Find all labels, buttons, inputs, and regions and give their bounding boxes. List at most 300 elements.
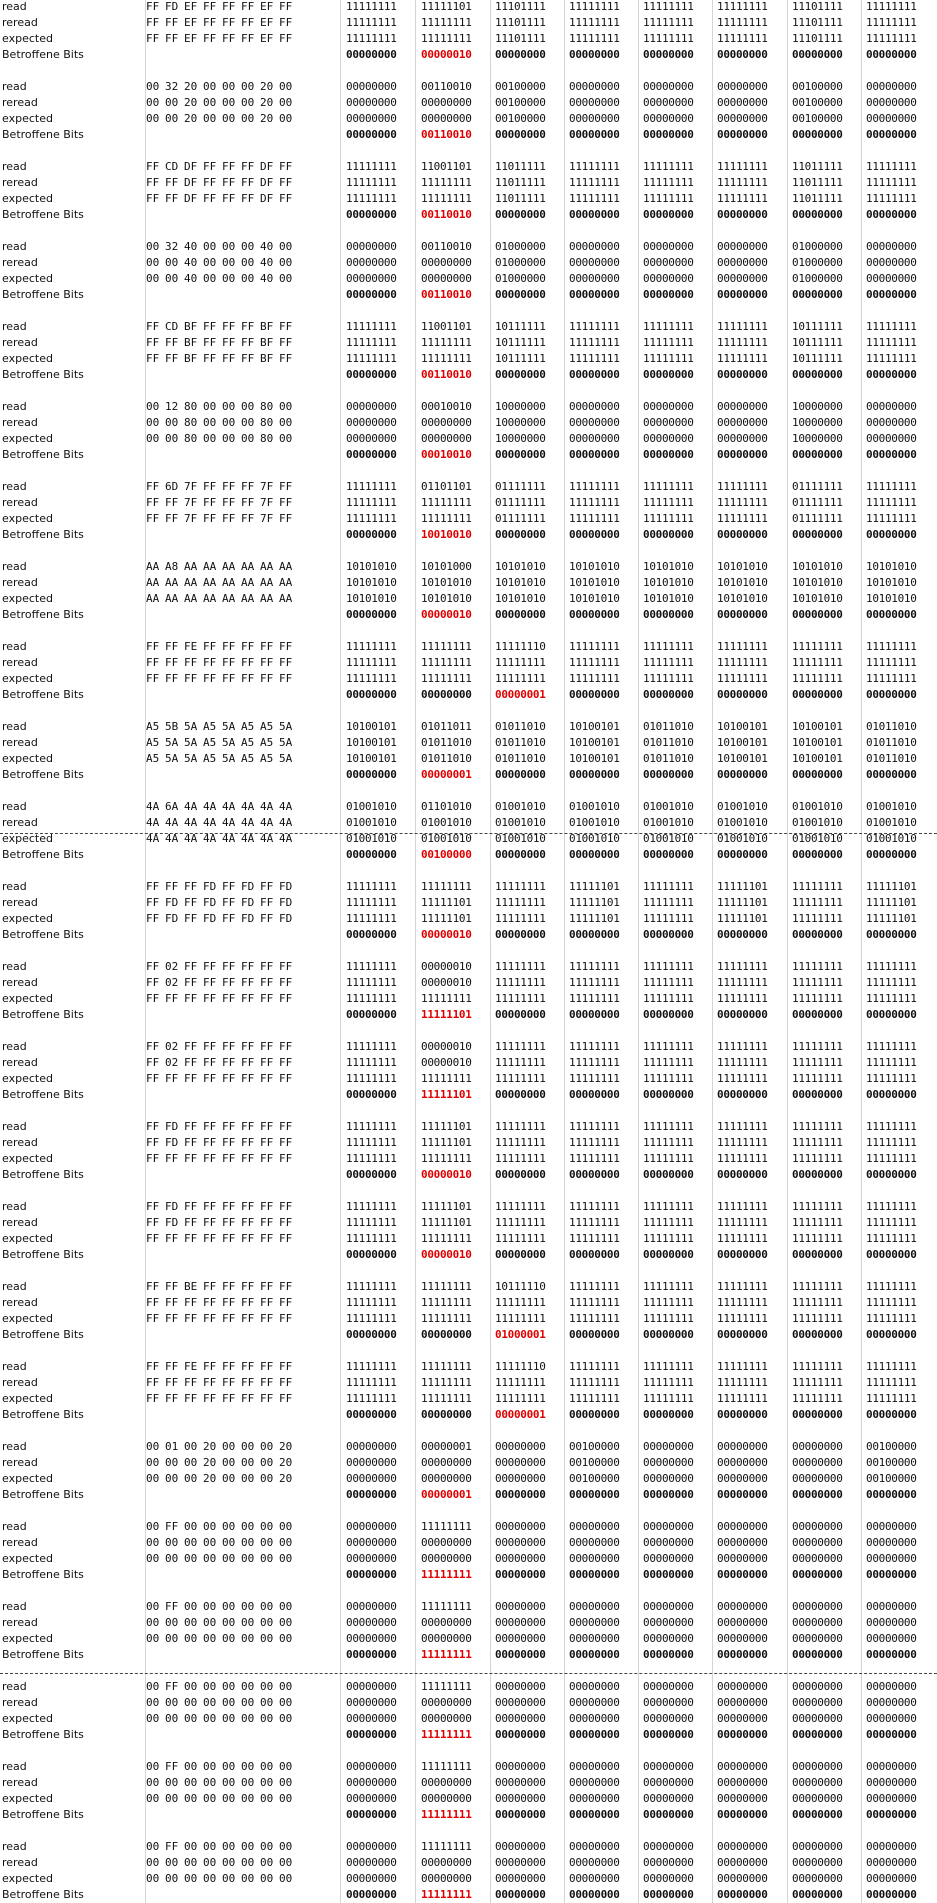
binary-cell[interactable]: 10100101 <box>569 752 620 765</box>
binary-cell[interactable]: 00000000 <box>792 1472 843 1485</box>
hex-cell[interactable]: 20 <box>279 1472 293 1485</box>
hex-cell[interactable]: FF <box>165 1312 179 1325</box>
row-label[interactable]: expected <box>2 352 53 365</box>
diff-bits-cell[interactable]: 00000000 <box>792 848 843 861</box>
row-label[interactable]: reread <box>2 16 38 29</box>
hex-cell[interactable]: FD <box>165 1216 179 1229</box>
hex-cell[interactable]: FF <box>203 1200 217 1213</box>
binary-cell[interactable]: 11111111 <box>866 176 917 189</box>
binary-cell[interactable]: 11111111 <box>792 672 843 685</box>
hex-cell[interactable]: 02 <box>165 976 179 989</box>
diff-bits-cell[interactable]: 00000000 <box>792 288 843 301</box>
binary-cell[interactable]: 11111101 <box>421 1120 472 1133</box>
binary-cell[interactable]: 10101010 <box>346 576 397 589</box>
binary-cell[interactable]: 11111101 <box>717 912 768 925</box>
diff-bits-cell[interactable]: 00000000 <box>346 1488 397 1501</box>
binary-cell[interactable]: 11111111 <box>569 1280 620 1293</box>
binary-cell[interactable]: 11111111 <box>866 1376 917 1389</box>
hex-cell[interactable]: BF <box>260 352 274 365</box>
binary-cell[interactable]: 00000000 <box>421 432 472 445</box>
hex-cell[interactable]: FF <box>184 1152 198 1165</box>
diff-bits-cell[interactable]: 00110010 <box>421 288 472 301</box>
hex-cell[interactable]: BF <box>260 336 274 349</box>
hex-cell[interactable]: 00 <box>241 80 255 93</box>
hex-cell[interactable]: FF <box>222 1136 236 1149</box>
diff-bits-cell[interactable]: 00000000 <box>792 528 843 541</box>
binary-cell[interactable]: 11111111 <box>717 496 768 509</box>
hex-cell[interactable]: FF <box>184 1216 198 1229</box>
binary-cell[interactable]: 11011111 <box>495 192 546 205</box>
hex-cell[interactable]: 00 <box>165 256 179 269</box>
hex-cell[interactable]: FF <box>203 960 217 973</box>
hex-cell[interactable]: FF <box>203 1392 217 1405</box>
hex-cell[interactable]: FF <box>184 912 198 925</box>
hex-cell[interactable]: FF <box>146 672 160 685</box>
binary-cell[interactable]: 10101010 <box>717 576 768 589</box>
binary-cell[interactable]: 01001010 <box>717 800 768 813</box>
hex-cell[interactable]: 00 <box>184 1520 198 1533</box>
binary-cell[interactable]: 10100101 <box>346 720 397 733</box>
diff-bits-cell[interactable]: 00000000 <box>569 608 620 621</box>
binary-cell[interactable]: 11111111 <box>792 1312 843 1325</box>
binary-cell[interactable]: 11111111 <box>866 1216 917 1229</box>
binary-cell[interactable]: 11111111 <box>717 1216 768 1229</box>
hex-cell[interactable]: BF <box>260 320 274 333</box>
binary-cell[interactable]: 11111111 <box>792 912 843 925</box>
hex-cell[interactable]: FF <box>165 352 179 365</box>
binary-cell[interactable]: 10100101 <box>717 736 768 749</box>
binary-cell[interactable]: 10111111 <box>792 352 843 365</box>
hex-cell[interactable]: 5A <box>279 736 293 749</box>
binary-cell[interactable]: 11111111 <box>346 496 397 509</box>
hex-cell[interactable]: FF <box>146 1056 160 1069</box>
diff-bits-cell[interactable]: 00000000 <box>866 1008 917 1021</box>
binary-cell[interactable]: 11101111 <box>495 32 546 45</box>
binary-cell[interactable]: 11111101 <box>866 912 917 925</box>
binary-cell[interactable]: 00000000 <box>346 400 397 413</box>
hex-cell[interactable]: AA <box>241 576 255 589</box>
diff-bits-cell[interactable]: 00000000 <box>495 1008 546 1021</box>
hex-cell[interactable]: FF <box>165 1072 179 1085</box>
hex-cell[interactable]: FF <box>279 1312 293 1325</box>
diff-bits-cell[interactable]: 00000000 <box>717 128 768 141</box>
diff-bits-cell[interactable]: 00000000 <box>346 1328 397 1341</box>
hex-cell[interactable]: FF <box>260 1152 274 1165</box>
binary-cell[interactable]: 11111111 <box>569 1216 620 1229</box>
hex-cell[interactable]: A5 <box>241 720 255 733</box>
binary-cell[interactable]: 01001010 <box>346 816 397 829</box>
binary-cell[interactable]: 11111111 <box>346 656 397 669</box>
binary-cell[interactable]: 00000000 <box>421 1872 472 1885</box>
binary-cell[interactable]: 00000000 <box>495 1792 546 1805</box>
hex-cell[interactable]: FD <box>203 896 217 909</box>
hex-cell[interactable]: A5 <box>146 752 160 765</box>
diff-bits-cell[interactable]: 00000000 <box>643 208 694 221</box>
hex-cell[interactable]: 00 <box>279 1856 293 1869</box>
hex-cell[interactable]: 00 <box>279 1712 293 1725</box>
binary-cell[interactable]: 00000000 <box>495 1840 546 1853</box>
hex-cell[interactable]: 4A <box>222 800 236 813</box>
diff-bits-cell[interactable]: 00000000 <box>643 1168 694 1181</box>
binary-cell[interactable]: 11111111 <box>717 1040 768 1053</box>
binary-cell[interactable]: 00000000 <box>346 1552 397 1565</box>
binary-cell[interactable]: 11111111 <box>792 896 843 909</box>
row-label[interactable]: Betroffene Bits <box>2 1248 84 1261</box>
diff-bits-cell[interactable]: 00000000 <box>495 1088 546 1101</box>
hex-cell[interactable]: 00 <box>184 1696 198 1709</box>
binary-cell[interactable]: 00000000 <box>421 1792 472 1805</box>
hex-cell[interactable]: FF <box>184 992 198 1005</box>
hex-cell[interactable]: 20 <box>203 1456 217 1469</box>
hex-cell[interactable]: AA <box>279 576 293 589</box>
hex-cell[interactable]: FF <box>146 1376 160 1389</box>
binary-cell[interactable]: 00000000 <box>346 80 397 93</box>
hex-cell[interactable]: FF <box>260 640 274 653</box>
diff-bits-cell[interactable]: 00000000 <box>866 1568 917 1581</box>
binary-cell[interactable]: 01001010 <box>792 832 843 845</box>
hex-cell[interactable]: BF <box>184 352 198 365</box>
hex-cell[interactable]: 00 <box>184 1456 198 1469</box>
hex-cell[interactable]: 4A <box>184 800 198 813</box>
hex-cell[interactable]: FD <box>203 912 217 925</box>
diff-bits-cell[interactable]: 11111111 <box>421 1648 472 1661</box>
hex-cell[interactable]: 4A <box>241 816 255 829</box>
row-label[interactable]: reread <box>2 976 38 989</box>
binary-cell[interactable]: 10101010 <box>569 560 620 573</box>
binary-cell[interactable]: 00000000 <box>643 1792 694 1805</box>
diff-bits-cell[interactable]: 01000001 <box>495 1328 546 1341</box>
binary-cell[interactable]: 11111110 <box>495 640 546 653</box>
binary-cell[interactable]: 00000000 <box>346 1696 397 1709</box>
binary-cell[interactable]: 00000000 <box>643 1776 694 1789</box>
hex-cell[interactable]: A5 <box>260 752 274 765</box>
binary-cell[interactable]: 11111111 <box>643 1392 694 1405</box>
hex-cell[interactable]: FF <box>260 1056 274 1069</box>
binary-cell[interactable]: 01001010 <box>569 800 620 813</box>
binary-cell[interactable]: 01111111 <box>792 480 843 493</box>
diff-bits-cell[interactable]: 00000000 <box>346 688 397 701</box>
row-label[interactable]: Betroffene Bits <box>2 1728 84 1741</box>
hex-cell[interactable]: 00 <box>260 1520 274 1533</box>
hex-cell[interactable]: 4A <box>203 816 217 829</box>
hex-cell[interactable]: 80 <box>260 432 274 445</box>
binary-cell[interactable]: 00000000 <box>346 1776 397 1789</box>
binary-cell[interactable]: 11111111 <box>421 1360 472 1373</box>
hex-cell[interactable]: 00 <box>146 1680 160 1693</box>
row-label[interactable]: Betroffene Bits <box>2 288 84 301</box>
hex-cell[interactable]: 20 <box>260 96 274 109</box>
binary-cell[interactable]: 11111111 <box>643 320 694 333</box>
diff-bits-cell[interactable]: 00000000 <box>346 208 397 221</box>
binary-cell[interactable]: 11111111 <box>346 1360 397 1373</box>
hex-cell[interactable]: DF <box>184 192 198 205</box>
hex-cell[interactable]: FF <box>146 1216 160 1229</box>
binary-cell[interactable]: 00000000 <box>717 1792 768 1805</box>
diff-bits-cell[interactable]: 00000000 <box>421 1408 472 1421</box>
hex-cell[interactable]: BF <box>184 336 198 349</box>
binary-cell[interactable]: 11111111 <box>792 1056 843 1069</box>
binary-cell[interactable]: 11111111 <box>421 336 472 349</box>
binary-cell[interactable]: 11111111 <box>421 1232 472 1245</box>
diff-bits-cell[interactable]: 00000000 <box>866 288 917 301</box>
hex-cell[interactable]: FF <box>165 1520 179 1533</box>
hex-cell[interactable]: FF <box>203 1280 217 1293</box>
row-label[interactable]: read <box>2 480 27 493</box>
binary-cell[interactable]: 00000000 <box>569 416 620 429</box>
diff-bits-cell[interactable]: 00000000 <box>643 688 694 701</box>
binary-cell[interactable]: 11111111 <box>569 32 620 45</box>
binary-cell[interactable]: 11111111 <box>421 1296 472 1309</box>
row-label[interactable]: Betroffene Bits <box>2 1568 84 1581</box>
binary-cell[interactable]: 11111111 <box>643 1040 694 1053</box>
diff-bits-cell[interactable]: 00000000 <box>495 448 546 461</box>
hex-cell[interactable]: DF <box>260 176 274 189</box>
hex-cell[interactable]: 00 <box>260 1616 274 1629</box>
binary-cell[interactable]: 10100101 <box>792 752 843 765</box>
binary-cell[interactable]: 01011010 <box>643 720 694 733</box>
hex-cell[interactable]: FF <box>222 496 236 509</box>
binary-cell[interactable]: 11111111 <box>421 512 472 525</box>
binary-cell[interactable]: 11111111 <box>569 1200 620 1213</box>
binary-cell[interactable]: 11111111 <box>866 1280 917 1293</box>
hex-cell[interactable]: FF <box>184 1392 198 1405</box>
binary-cell[interactable]: 10111111 <box>495 336 546 349</box>
hex-cell[interactable]: AA <box>260 592 274 605</box>
hex-cell[interactable]: FF <box>241 1376 255 1389</box>
binary-cell[interactable]: 00000000 <box>792 1680 843 1693</box>
hex-cell[interactable]: FF <box>146 336 160 349</box>
diff-bits-cell[interactable]: 00000001 <box>495 688 546 701</box>
hex-cell[interactable]: FF <box>203 496 217 509</box>
binary-cell[interactable]: 11111101 <box>569 912 620 925</box>
binary-cell[interactable]: 00000000 <box>643 400 694 413</box>
binary-cell[interactable]: 11111111 <box>569 656 620 669</box>
binary-cell[interactable]: 00000000 <box>495 1536 546 1549</box>
hex-cell[interactable]: 00 <box>165 1536 179 1549</box>
diff-bits-cell[interactable]: 00000000 <box>792 608 843 621</box>
binary-cell[interactable]: 11111111 <box>421 1280 472 1293</box>
diff-bits-cell[interactable]: 00000000 <box>643 1728 694 1741</box>
hex-cell[interactable]: FF <box>241 1200 255 1213</box>
hex-cell[interactable]: AA <box>184 560 198 573</box>
row-label[interactable]: read <box>2 1120 27 1133</box>
binary-cell[interactable]: 11111111 <box>717 512 768 525</box>
binary-cell[interactable]: 11001101 <box>421 160 472 173</box>
hex-cell[interactable]: FF <box>241 160 255 173</box>
hex-cell[interactable]: 00 <box>165 1712 179 1725</box>
binary-cell[interactable]: 10101010 <box>643 592 694 605</box>
binary-cell[interactable]: 00010010 <box>421 400 472 413</box>
hex-cell[interactable]: 00 <box>146 1712 160 1725</box>
hex-cell[interactable]: 5A <box>222 720 236 733</box>
binary-cell[interactable]: 11111111 <box>866 1056 917 1069</box>
hex-cell[interactable]: 00 <box>184 1792 198 1805</box>
binary-cell[interactable]: 11111111 <box>569 640 620 653</box>
binary-cell[interactable]: 00000000 <box>717 1520 768 1533</box>
binary-cell[interactable]: 11111111 <box>495 1232 546 1245</box>
hex-cell[interactable]: 00 <box>260 1792 274 1805</box>
hex-cell[interactable]: 00 <box>260 1600 274 1613</box>
binary-cell[interactable]: 00000000 <box>346 1440 397 1453</box>
hex-cell[interactable]: 00 <box>184 1680 198 1693</box>
binary-cell[interactable]: 11011111 <box>792 176 843 189</box>
binary-cell[interactable]: 00000000 <box>866 1632 917 1645</box>
hex-cell[interactable]: 00 <box>203 1536 217 1549</box>
hex-cell[interactable]: 00 <box>184 1600 198 1613</box>
binary-cell[interactable]: 00000000 <box>866 112 917 125</box>
binary-cell[interactable]: 00000000 <box>346 1760 397 1773</box>
hex-cell[interactable]: FF <box>184 1200 198 1213</box>
hex-cell[interactable]: FF <box>260 880 274 893</box>
binary-cell[interactable]: 00000000 <box>346 1856 397 1869</box>
binary-cell[interactable]: 11111111 <box>569 1040 620 1053</box>
row-label[interactable]: Betroffene Bits <box>2 1008 84 1021</box>
diff-bits-cell[interactable]: 00000000 <box>717 448 768 461</box>
hex-cell[interactable]: FF <box>146 176 160 189</box>
hex-cell[interactable]: 20 <box>203 1440 217 1453</box>
hex-cell[interactable]: FD <box>241 880 255 893</box>
binary-cell[interactable]: 00000000 <box>346 112 397 125</box>
binary-cell[interactable]: 11111111 <box>569 1152 620 1165</box>
binary-cell[interactable]: 00000000 <box>346 432 397 445</box>
diff-bits-cell[interactable]: 00000000 <box>643 1648 694 1661</box>
hex-cell[interactable]: 00 <box>222 1440 236 1453</box>
diff-bits-cell[interactable]: 00000000 <box>495 48 546 61</box>
diff-bits-cell[interactable]: 00000000 <box>717 1008 768 1021</box>
hex-cell[interactable]: 4A <box>146 816 160 829</box>
row-label[interactable]: read <box>2 960 27 973</box>
binary-cell[interactable]: 11111111 <box>495 1056 546 1069</box>
row-label[interactable]: expected <box>2 1792 53 1805</box>
diff-bits-cell[interactable]: 00110010 <box>421 208 472 221</box>
binary-cell[interactable]: 00000000 <box>346 1536 397 1549</box>
hex-cell[interactable]: FF <box>279 1376 293 1389</box>
hex-cell[interactable]: FF <box>203 1120 217 1133</box>
binary-cell[interactable]: 11101111 <box>792 0 843 13</box>
hex-cell[interactable]: 00 <box>184 1440 198 1453</box>
binary-cell[interactable]: 11111111 <box>643 32 694 45</box>
diff-bits-cell[interactable]: 00000000 <box>569 1008 620 1021</box>
hex-cell[interactable]: 00 <box>222 272 236 285</box>
binary-cell[interactable]: 00000000 <box>346 1632 397 1645</box>
hex-cell[interactable]: FF <box>184 1040 198 1053</box>
binary-cell[interactable]: 00000010 <box>421 960 472 973</box>
hex-cell[interactable]: FF <box>260 1280 274 1293</box>
diff-bits-cell[interactable]: 00000000 <box>643 1008 694 1021</box>
binary-cell[interactable]: 00000000 <box>792 1552 843 1565</box>
diff-bits-cell[interactable]: 00000000 <box>792 1808 843 1821</box>
hex-cell[interactable]: FF <box>260 992 274 1005</box>
hex-cell[interactable]: 00 <box>146 416 160 429</box>
hex-cell[interactable]: FF <box>222 32 236 45</box>
binary-cell[interactable]: 00100000 <box>866 1472 917 1485</box>
binary-cell[interactable]: 11111111 <box>569 1296 620 1309</box>
binary-cell[interactable]: 10100101 <box>792 720 843 733</box>
hex-cell[interactable]: 00 <box>241 112 255 125</box>
diff-bits-cell[interactable]: 00000000 <box>717 528 768 541</box>
binary-cell[interactable]: 11111111 <box>569 320 620 333</box>
hex-cell[interactable]: 00 <box>146 1856 160 1869</box>
hex-cell[interactable]: 4A <box>146 800 160 813</box>
binary-cell[interactable]: 00000000 <box>643 1760 694 1773</box>
diff-bits-cell[interactable]: 00000000 <box>346 1168 397 1181</box>
hex-cell[interactable]: FF <box>146 912 160 925</box>
binary-cell[interactable]: 11111111 <box>569 1376 620 1389</box>
hex-cell[interactable]: FF <box>279 160 293 173</box>
hex-cell[interactable]: FF <box>279 176 293 189</box>
diff-bits-cell[interactable]: 00000000 <box>792 928 843 941</box>
binary-cell[interactable]: 00000000 <box>643 1440 694 1453</box>
diff-bits-cell[interactable]: 00000000 <box>866 448 917 461</box>
binary-cell[interactable]: 11111111 <box>866 496 917 509</box>
hex-cell[interactable]: AA <box>279 592 293 605</box>
diff-bits-cell[interactable]: 00000000 <box>346 288 397 301</box>
row-label[interactable]: read <box>2 320 27 333</box>
row-label[interactable]: expected <box>2 912 53 925</box>
hex-cell[interactable]: 00 <box>146 1872 160 1885</box>
binary-cell[interactable]: 11111111 <box>346 1120 397 1133</box>
binary-cell[interactable]: 11111111 <box>717 32 768 45</box>
binary-cell[interactable]: 00000000 <box>421 1472 472 1485</box>
binary-cell[interactable]: 10000000 <box>792 416 843 429</box>
diff-bits-cell[interactable]: 00000000 <box>717 1888 768 1901</box>
hex-cell[interactable]: 4A <box>184 832 198 845</box>
hex-cell[interactable]: 00 <box>203 1520 217 1533</box>
hex-cell[interactable]: FF <box>146 1136 160 1149</box>
hex-cell[interactable]: 00 <box>241 1760 255 1773</box>
hex-cell[interactable]: FE <box>184 1360 198 1373</box>
binary-cell[interactable]: 11111111 <box>866 32 917 45</box>
hex-cell[interactable]: FF <box>222 1200 236 1213</box>
binary-cell[interactable]: 00000000 <box>717 1856 768 1869</box>
binary-cell[interactable]: 11111111 <box>495 1216 546 1229</box>
hex-cell[interactable]: FF <box>222 160 236 173</box>
diff-bits-cell[interactable]: 00000000 <box>866 1488 917 1501</box>
binary-cell[interactable]: 11111111 <box>866 1232 917 1245</box>
diff-bits-cell[interactable]: 00000000 <box>495 528 546 541</box>
diff-bits-cell[interactable]: 00000000 <box>346 448 397 461</box>
hex-cell[interactable]: 00 <box>279 80 293 93</box>
hex-cell[interactable]: FF <box>203 512 217 525</box>
hex-cell[interactable]: 00 <box>241 432 255 445</box>
row-label[interactable]: Betroffene Bits <box>2 1408 84 1421</box>
hex-cell[interactable]: 00 <box>222 1520 236 1533</box>
binary-cell[interactable]: 00000000 <box>717 1616 768 1629</box>
binary-cell[interactable]: 01001010 <box>866 816 917 829</box>
binary-cell[interactable]: 00000000 <box>866 80 917 93</box>
binary-cell[interactable]: 11111111 <box>346 1376 397 1389</box>
hex-cell[interactable]: FF <box>203 1232 217 1245</box>
binary-cell[interactable]: 10100101 <box>792 736 843 749</box>
binary-cell[interactable]: 01001010 <box>346 800 397 813</box>
row-label[interactable]: Betroffene Bits <box>2 208 84 221</box>
binary-cell[interactable]: 11111101 <box>866 880 917 893</box>
diff-bits-cell[interactable]: 00000001 <box>421 1488 472 1501</box>
row-label[interactable]: Betroffene Bits <box>2 1648 84 1661</box>
binary-cell[interactable]: 11111111 <box>421 1072 472 1085</box>
binary-cell[interactable]: 00000000 <box>792 1872 843 1885</box>
binary-cell[interactable]: 00000000 <box>866 1760 917 1773</box>
hex-cell[interactable]: 5A <box>165 752 179 765</box>
diff-bits-cell[interactable]: 00000000 <box>346 368 397 381</box>
hex-cell[interactable]: FF <box>222 1216 236 1229</box>
hex-cell[interactable]: 00 <box>260 1856 274 1869</box>
hex-cell[interactable]: FF <box>146 896 160 909</box>
hex-cell[interactable]: FF <box>203 992 217 1005</box>
binary-cell[interactable]: 11111111 <box>569 1312 620 1325</box>
row-label[interactable]: reread <box>2 1776 38 1789</box>
diff-bits-cell[interactable]: 00000000 <box>866 1888 917 1901</box>
